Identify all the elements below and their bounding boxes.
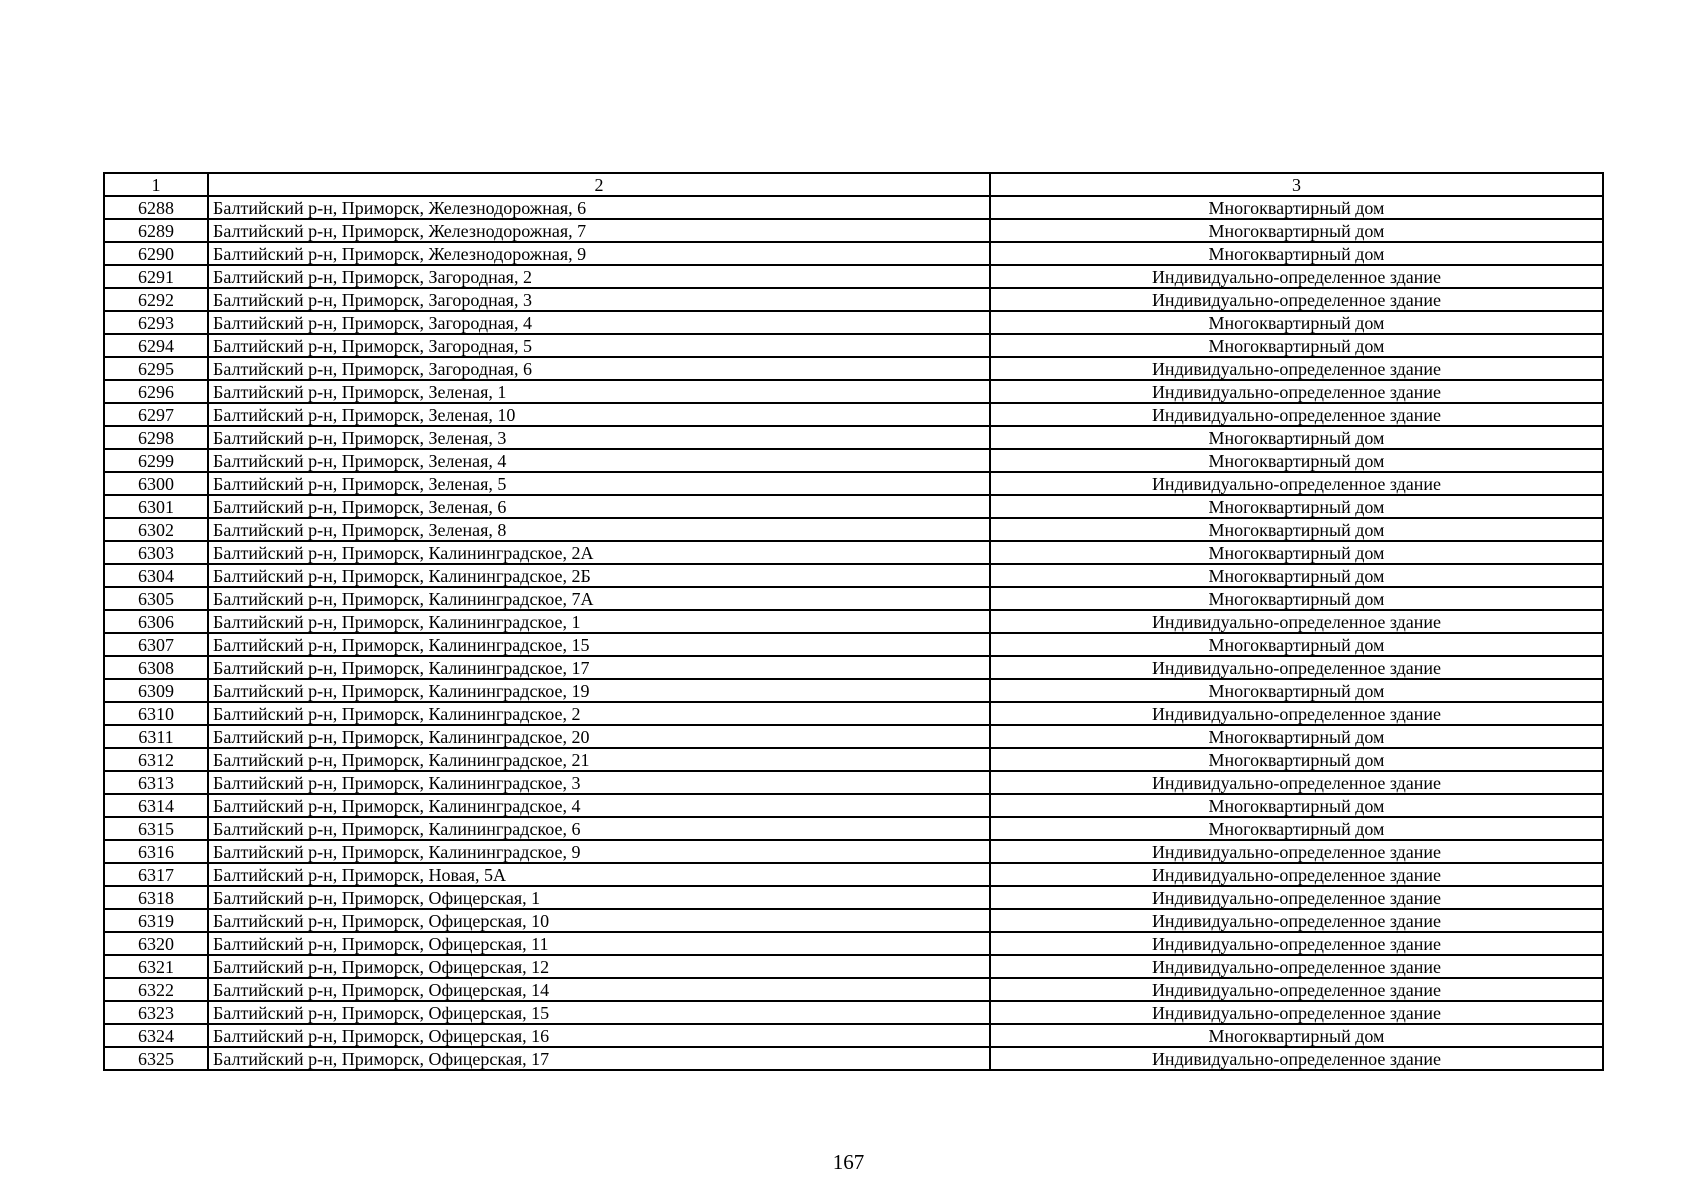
row-number-cell: 6306 [104,610,208,633]
building-type-cell: Многоквартирный дом [990,219,1603,242]
row-number-cell: 6298 [104,426,208,449]
building-type-cell: Многоквартирный дом [990,725,1603,748]
row-number-cell: 6309 [104,679,208,702]
table-row [104,725,1603,748]
building-type-cell: Индивидуально-определенное здание [990,932,1603,955]
row-number-cell: 6307 [104,633,208,656]
address-cell: Балтийский р-н, Приморск, Офицерская, 1 [208,886,990,909]
address-cell: Балтийский р-н, Приморск, Калининградское, 2 [208,702,990,725]
row-number-cell: 6290 [104,242,208,265]
row-number-cell: 6303 [104,541,208,564]
row-number-cell: 6313 [104,771,208,794]
address-cell: Балтийский р-н, Приморск, Железнодорожная, 9 [208,242,990,265]
table-row [104,265,1603,288]
building-type-cell: Многоквартирный дом [990,587,1603,610]
table-row [104,219,1603,242]
row-number-cell: 6291 [104,265,208,288]
building-type-cell: Многоквартирный дом [990,334,1603,357]
building-type-cell: Индивидуально-определенное здание [990,909,1603,932]
address-cell: Балтийский р-н, Приморск, Зеленая, 3 [208,426,990,449]
table-row [104,794,1603,817]
row-number-cell: 6305 [104,587,208,610]
building-type-cell: Индивидуально-определенное здание [990,288,1603,311]
row-number-cell: 6299 [104,449,208,472]
table-row [104,426,1603,449]
address-cell: Балтийский р-н, Приморск, Загородная, 6 [208,357,990,380]
address-cell: Балтийский р-н, Приморск, Зеленая, 8 [208,518,990,541]
table-row [104,656,1603,679]
address-cell: Балтийский р-н, Приморск, Железнодорожная, 7 [208,219,990,242]
address-cell: Балтийский р-н, Приморск, Загородная, 4 [208,311,990,334]
row-number-cell: 6295 [104,357,208,380]
row-number-cell: 6289 [104,219,208,242]
row-number-cell: 6302 [104,518,208,541]
address-cell: Балтийский р-н, Приморск, Зеленая, 10 [208,403,990,426]
building-type-cell: Индивидуально-определенное здание [990,886,1603,909]
table-row [104,196,1603,219]
building-type-cell: Многоквартирный дом [990,748,1603,771]
address-cell: Балтийский р-н, Приморск, Новая, 5А [208,863,990,886]
row-number-cell: 6322 [104,978,208,1001]
row-number-cell: 6319 [104,909,208,932]
table-row [104,242,1603,265]
building-type-cell: Многоквартирный дом [990,817,1603,840]
table-row [104,702,1603,725]
table-row [104,334,1603,357]
row-number-cell: 6317 [104,863,208,886]
building-type-cell: Многоквартирный дом [990,1024,1603,1047]
row-number-cell: 6294 [104,334,208,357]
row-number-cell: 6315 [104,817,208,840]
row-number-cell: 6310 [104,702,208,725]
row-number-cell: 6318 [104,886,208,909]
address-cell: Балтийский р-н, Приморск, Загородная, 3 [208,288,990,311]
building-type-cell: Индивидуально-определенное здание [990,610,1603,633]
building-type-cell: Многоквартирный дом [990,196,1603,219]
building-type-cell: Многоквартирный дом [990,449,1603,472]
row-number-cell: 6324 [104,1024,208,1047]
table-row [104,610,1603,633]
table-row [104,288,1603,311]
building-type-cell: Многоквартирный дом [990,495,1603,518]
building-type-cell: Многоквартирный дом [990,633,1603,656]
row-number-cell: 6300 [104,472,208,495]
address-cell: Балтийский р-н, Приморск, Офицерская, 14 [208,978,990,1001]
address-cell: Балтийский р-н, Приморск, Зеленая, 1 [208,380,990,403]
table-header [104,173,1603,196]
table-row [104,357,1603,380]
row-number-cell: 6323 [104,1001,208,1024]
table-row [104,863,1603,886]
table-row [104,886,1603,909]
table-row [104,633,1603,656]
table-row [104,449,1603,472]
table-row [104,472,1603,495]
table-row [104,403,1603,426]
table-row [104,771,1603,794]
table-row [104,1024,1603,1047]
table-row [104,1047,1603,1070]
address-cell: Балтийский р-н, Приморск, Офицерская, 17 [208,1047,990,1070]
address-cell: Балтийский р-н, Приморск, Калининградское, 20 [208,725,990,748]
building-type-cell: Индивидуально-определенное здание [990,380,1603,403]
address-cell: Балтийский р-н, Приморск, Калининградское, 2А [208,541,990,564]
table-body [104,196,1603,1070]
column-header-number: 1 [104,173,208,196]
table-row [104,679,1603,702]
building-type-cell: Многоквартирный дом [990,541,1603,564]
address-cell: Балтийский р-н, Приморск, Калининградское, 21 [208,748,990,771]
address-cell: Балтийский р-н, Приморск, Калининградское, 17 [208,656,990,679]
table-row [104,955,1603,978]
building-type-cell: Многоквартирный дом [990,426,1603,449]
building-type-cell: Индивидуально-определенное здание [990,702,1603,725]
address-cell: Балтийский р-н, Приморск, Калининградское, 3 [208,771,990,794]
building-type-cell: Индивидуально-определенное здание [990,472,1603,495]
building-type-cell: Индивидуально-определенное здание [990,863,1603,886]
table-row [104,909,1603,932]
table-row [104,518,1603,541]
address-cell: Балтийский р-н, Приморск, Офицерская, 10 [208,909,990,932]
row-number-cell: 6296 [104,380,208,403]
building-type-cell: Индивидуально-определенное здание [990,955,1603,978]
address-cell: Балтийский р-н, Приморск, Калининградское, 1 [208,610,990,633]
building-type-cell: Многоквартирный дом [990,518,1603,541]
table-row [104,495,1603,518]
row-number-cell: 6304 [104,564,208,587]
table-row [104,1001,1603,1024]
building-type-cell: Индивидуально-определенное здание [990,1047,1603,1070]
header-row [104,173,1603,196]
address-cell: Балтийский р-н, Приморск, Офицерская, 12 [208,955,990,978]
row-number-cell: 6292 [104,288,208,311]
building-type-cell: Индивидуально-определенное здание [990,840,1603,863]
address-cell: Балтийский р-н, Приморск, Зеленая, 5 [208,472,990,495]
address-cell: Балтийский р-н, Приморск, Калининградское, 4 [208,794,990,817]
building-type-cell: Индивидуально-определенное здание [990,357,1603,380]
building-type-cell: Многоквартирный дом [990,679,1603,702]
row-number-cell: 6312 [104,748,208,771]
row-number-cell: 6316 [104,840,208,863]
building-type-cell: Индивидуально-определенное здание [990,978,1603,1001]
table-row [104,541,1603,564]
table-row [104,311,1603,334]
row-number-cell: 6314 [104,794,208,817]
row-number-cell: 6301 [104,495,208,518]
table-row [104,748,1603,771]
row-number-cell: 6288 [104,196,208,219]
table-row [104,587,1603,610]
row-number-cell: 6320 [104,932,208,955]
address-cell: Балтийский р-н, Приморск, Загородная, 5 [208,334,990,357]
row-number-cell: 6325 [104,1047,208,1070]
table-row [104,564,1603,587]
table-row [104,380,1603,403]
address-cell: Балтийский р-н, Приморск, Калининградское, 19 [208,679,990,702]
address-cell: Балтийский р-н, Приморск, Зеленая, 6 [208,495,990,518]
address-cell: Балтийский р-н, Приморск, Зеленая, 4 [208,449,990,472]
building-type-cell: Многоквартирный дом [990,311,1603,334]
row-number-cell: 6311 [104,725,208,748]
address-cell: Балтийский р-н, Приморск, Офицерская, 11 [208,932,990,955]
column-header-type: 3 [990,173,1603,196]
building-type-cell: Многоквартирный дом [990,564,1603,587]
address-cell: Балтийский р-н, Приморск, Калининградское, 15 [208,633,990,656]
row-number-cell: 6321 [104,955,208,978]
building-type-cell: Многоквартирный дом [990,242,1603,265]
address-cell: Балтийский р-н, Приморск, Железнодорожная, 6 [208,196,990,219]
table-row [104,932,1603,955]
building-type-cell: Индивидуально-определенное здание [990,1001,1603,1024]
table-row [104,978,1603,1001]
table-row [104,840,1603,863]
page-number: 167 [832,1150,865,1174]
building-registry-table [103,172,1604,1071]
row-number-cell: 6308 [104,656,208,679]
row-number-cell: 6297 [104,403,208,426]
address-cell: Балтийский р-н, Приморск, Калининградское, 2Б [208,564,990,587]
table-row [104,817,1603,840]
building-type-cell: Индивидуально-определенное здание [990,656,1603,679]
building-type-cell: Индивидуально-определенное здание [990,265,1603,288]
address-cell: Балтийский р-н, Приморск, Офицерская, 16 [208,1024,990,1047]
address-cell: Балтийский р-н, Приморск, Калининградское, 9 [208,840,990,863]
address-cell: Балтийский р-н, Приморск, Офицерская, 15 [208,1001,990,1024]
address-cell: Балтийский р-н, Приморск, Калининградское, 6 [208,817,990,840]
column-header-address: 2 [208,173,990,196]
building-type-cell: Индивидуально-определенное здание [990,771,1603,794]
building-type-cell: Многоквартирный дом [990,794,1603,817]
address-cell: Балтийский р-н, Приморск, Калининградское, 7А [208,587,990,610]
address-cell: Балтийский р-н, Приморск, Загородная, 2 [208,265,990,288]
building-type-cell: Индивидуально-определенное здание [990,403,1603,426]
row-number-cell: 6293 [104,311,208,334]
